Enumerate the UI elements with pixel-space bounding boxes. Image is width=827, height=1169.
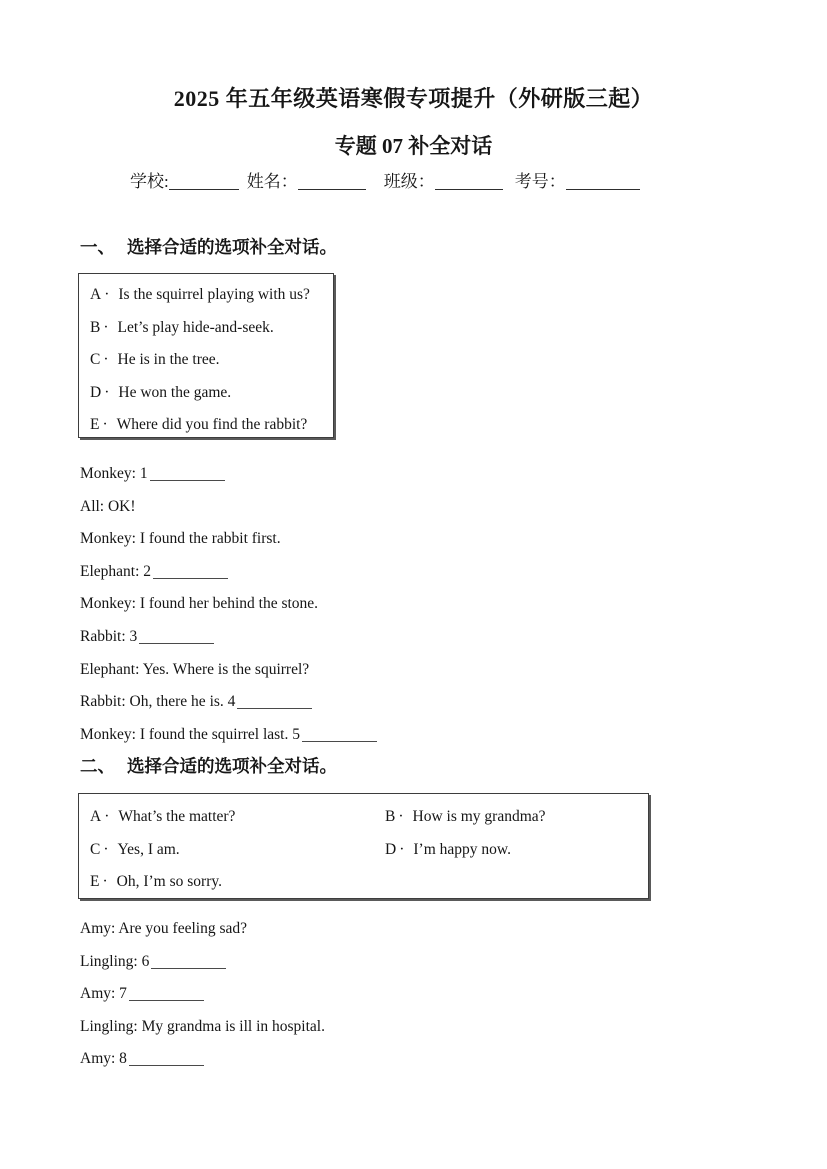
section1-options-box: [78, 273, 334, 438]
option-dot: ·: [102, 416, 108, 433]
option-dot: ·: [102, 873, 108, 890]
dialogue-text: Monkey: I found the rabbit first.: [80, 530, 281, 548]
answer-blank-5: [302, 726, 377, 742]
page-title: 2025 年五年级英语寒假专项提升（外研版三起）: [173, 86, 654, 111]
info-field-school: [130, 171, 247, 193]
dialogue-text: Monkey: I found her behind the stone.: [80, 595, 319, 613]
option-letter: E: [90, 873, 100, 890]
dialogue-text: Monkey: I found the squirrel last. 5: [80, 725, 300, 743]
option-dot: ·: [103, 318, 109, 336]
answer-blank-3: [139, 628, 214, 644]
student-info-row: [130, 171, 640, 193]
option-dot: ·: [399, 840, 405, 858]
dialogue-line: [80, 458, 377, 491]
info-label-school: 学校:: [130, 172, 169, 191]
dialogue-line: [80, 621, 377, 654]
option-text: Let’s play hide-and-seek.: [117, 318, 274, 336]
option-item: [90, 866, 385, 899]
option-item: [90, 801, 385, 834]
dialogue-text: Lingling: 6: [80, 952, 150, 970]
section1-title: 选择合适的选项补全对话。: [127, 237, 337, 257]
answer-blank-4: [237, 693, 312, 709]
option-item: [385, 801, 648, 834]
dialogue-text: All: OK!: [80, 497, 136, 515]
option-dot: ·: [104, 808, 110, 825]
section2-header: [80, 753, 337, 778]
option-text: How is my grandma?: [412, 808, 546, 825]
dialogue-text: Rabbit: 3: [80, 627, 138, 645]
answer-blank-6: [151, 953, 226, 969]
info-label-name: 姓名：: [246, 172, 298, 191]
option-item: [90, 409, 333, 442]
info-label-exam-number: 考号：: [514, 172, 566, 191]
dialogue-line: [80, 1043, 325, 1076]
dialogue-text: Amy: 8: [80, 1050, 127, 1068]
option-text: Where did you find the rabbit?: [116, 416, 308, 433]
dialogue-line: [80, 523, 377, 556]
dialogue-line: [80, 654, 377, 687]
answer-blank-7: [129, 985, 204, 1001]
info-blank-school: [169, 174, 239, 190]
info-blank-name: [298, 174, 366, 190]
dialogue-text: Amy: 7: [80, 985, 127, 1003]
dialogue-line: [80, 978, 325, 1011]
option-dot: ·: [103, 351, 109, 368]
dialogue-line: [80, 491, 377, 524]
option-letter: A: [90, 286, 102, 303]
option-letter: D: [90, 383, 102, 401]
option-text: What’s the matter?: [118, 808, 236, 825]
info-label-class: 班级：: [383, 172, 435, 191]
section2-number: 二、: [80, 756, 115, 776]
dialogue-text: Monkey: 1: [80, 465, 148, 482]
option-letter: A: [90, 808, 102, 825]
option-text: He is in the tree.: [117, 351, 220, 368]
section2-options-box: [78, 793, 649, 899]
info-blank-class: [435, 174, 503, 190]
section1-dialogue: [80, 458, 377, 751]
option-letter: C: [90, 351, 101, 368]
answer-blank-8: [129, 1050, 204, 1066]
info-field-exam-number: [515, 171, 640, 193]
dialogue-text: Rabbit: Oh, there he is. 4: [80, 693, 236, 711]
dialogue-text: Elephant: Yes. Where is the squirrel?: [80, 660, 310, 678]
dialogue-line: [80, 1011, 325, 1044]
option-text: Is the squirrel playing with us?: [118, 286, 310, 303]
option-text: I’m happy now.: [413, 840, 511, 858]
option-text: He won the game.: [118, 383, 232, 401]
dialogue-line: [80, 686, 377, 719]
dialogue-line: [80, 719, 377, 752]
option-item: [90, 377, 333, 410]
info-blank-exam-number: [566, 174, 640, 190]
answer-blank-2: [153, 563, 228, 579]
dialogue-line: [80, 946, 325, 979]
option-item: [90, 312, 333, 345]
option-item: [385, 834, 648, 867]
dialogue-text: Amy: Are you feeling sad?: [80, 920, 248, 937]
section1-header: [80, 234, 337, 259]
info-field-class: [384, 171, 515, 193]
option-item: [90, 344, 333, 377]
option-dot: ·: [103, 840, 109, 858]
option-letter: B: [90, 318, 101, 336]
option-item: [90, 279, 333, 312]
option-letter: B: [385, 808, 396, 825]
option-letter: E: [90, 416, 100, 433]
dialogue-text: Lingling: My grandma is ill in hospital.: [80, 1017, 325, 1035]
option-dot: ·: [104, 286, 110, 303]
option-dot: ·: [104, 383, 110, 401]
dialogue-line: [80, 913, 325, 946]
option-item: [90, 834, 385, 867]
page-subtitle: 专题 07 补全对话: [334, 134, 493, 158]
section1-number: 一、: [80, 237, 115, 257]
section2-title: 选择合适的选项补全对话。: [127, 756, 337, 776]
option-text: Oh, I’m so sorry.: [116, 873, 222, 890]
dialogue-text: Elephant: 2: [80, 562, 152, 580]
option-letter: C: [90, 840, 101, 858]
dialogue-line: [80, 556, 377, 589]
option-text: Yes, I am.: [117, 840, 180, 858]
dialogue-line: [80, 588, 377, 621]
option-letter: D: [385, 840, 397, 858]
section2-dialogue: [80, 913, 325, 1076]
answer-blank-1: [150, 465, 225, 481]
info-field-name: [247, 171, 384, 193]
option-dot: ·: [398, 808, 404, 825]
